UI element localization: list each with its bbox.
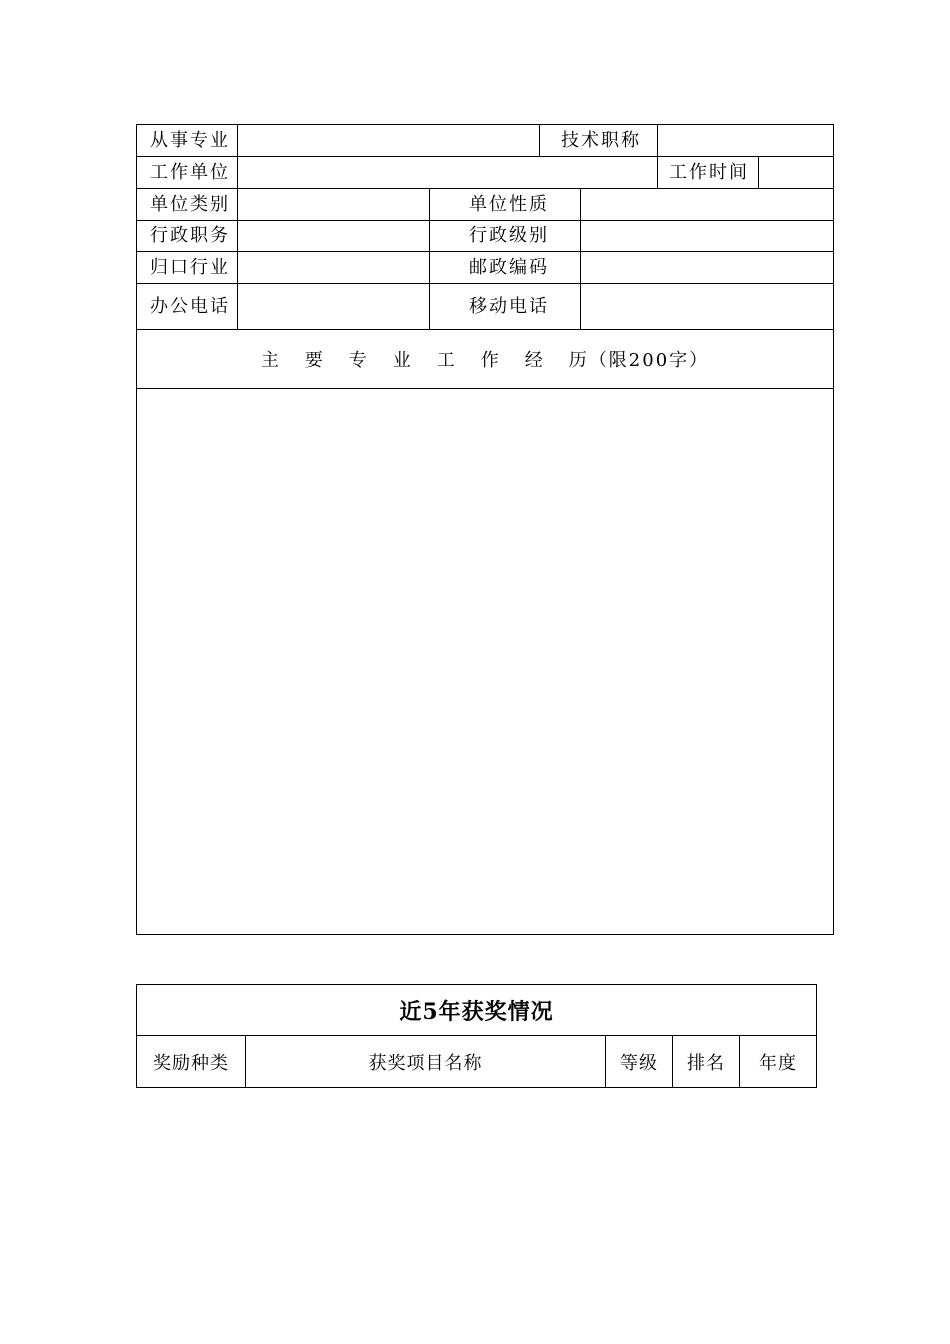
awards-title-cell: [137, 985, 816, 1035]
admin-position-input[interactable]: [238, 221, 429, 251]
postal-code-input[interactable]: [581, 252, 833, 283]
technical-title-label: 技术职称: [561, 130, 641, 151]
awards-col-label: 年度: [759, 1052, 797, 1074]
awards-col-year: [740, 1036, 816, 1087]
experience-header: [137, 330, 833, 388]
experience-textarea[interactable]: [137, 389, 833, 934]
unit-category-input[interactable]: [238, 189, 429, 220]
industry-input[interactable]: [238, 252, 429, 283]
unit-nature-label: 单位性质: [469, 194, 549, 215]
experience-header-note: （限200字）: [588, 350, 710, 371]
admin-level-input[interactable]: [581, 221, 833, 251]
work-time-label: 工作时间: [669, 162, 749, 183]
experience-header-main: 主要专业工作经历: [260, 350, 613, 371]
awards-col-label: 等级: [620, 1052, 658, 1074]
work-unit-label: 工作单位: [150, 162, 230, 183]
unit-nature-input[interactable]: [581, 189, 833, 220]
awards-title: 近5年获奖情况: [399, 998, 554, 1025]
admin-position-label: 行政职务: [150, 225, 230, 246]
awards-col-label: 奖励种类: [153, 1052, 229, 1074]
postal-code-label: 邮政编码: [469, 257, 549, 278]
mobile-phone-label: 移动电话: [469, 296, 549, 317]
awards-col-project-name: [246, 1036, 605, 1087]
awards-col-award-type: [137, 1036, 245, 1087]
awards-col-label: 获奖项目名称: [368, 1052, 483, 1074]
col-divider: [657, 156, 658, 188]
col-divider: [539, 124, 540, 156]
field-of-work-input[interactable]: [238, 125, 539, 156]
awards-col-grade: [606, 1036, 672, 1087]
mobile-phone-input[interactable]: [581, 284, 833, 329]
field-of-work-label: 从事专业: [150, 130, 230, 151]
technical-title-input[interactable]: [658, 125, 833, 156]
col-divider: [429, 188, 430, 329]
industry-label: 归口行业: [150, 257, 230, 278]
work-time-input[interactable]: [759, 157, 833, 188]
office-phone-label: 办公电话: [150, 296, 230, 317]
work-unit-input[interactable]: [238, 157, 657, 188]
awards-col-label: 排名: [687, 1052, 725, 1074]
admin-level-label: 行政级别: [469, 225, 549, 246]
office-phone-input[interactable]: [238, 284, 429, 329]
unit-category-label: 单位类别: [150, 194, 230, 215]
awards-col-rank: [673, 1036, 739, 1087]
